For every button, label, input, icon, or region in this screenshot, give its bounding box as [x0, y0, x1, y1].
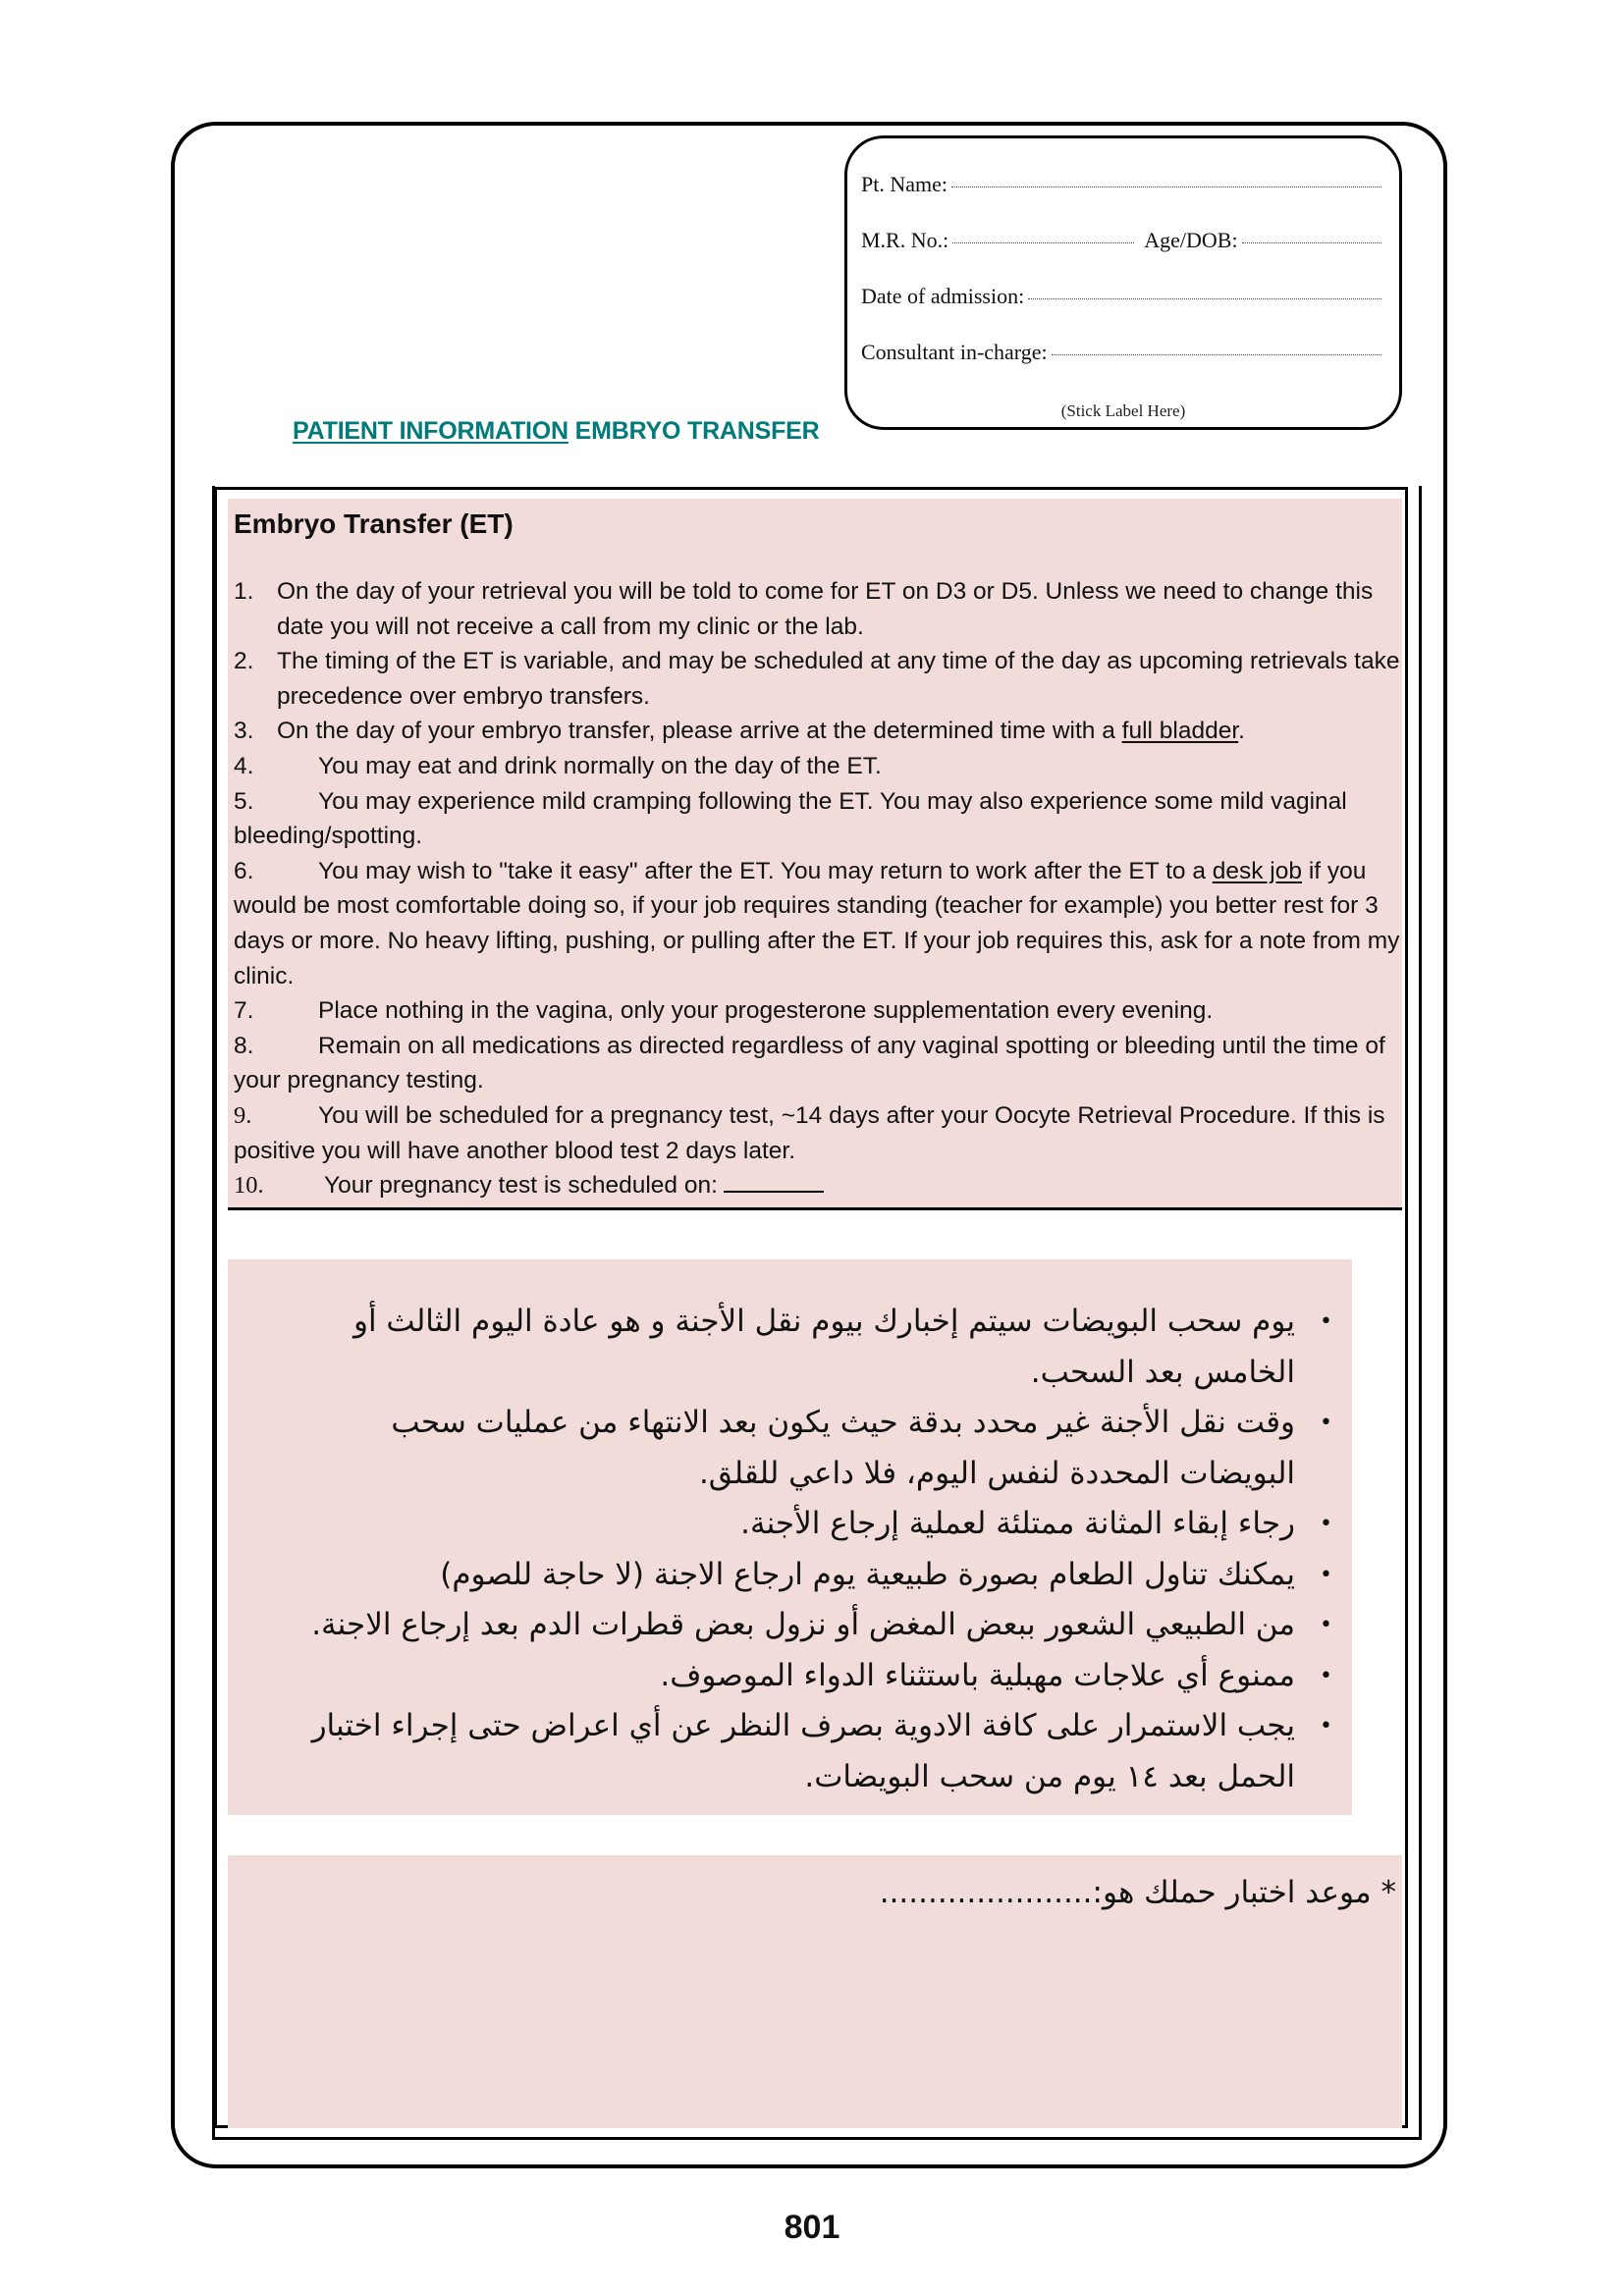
- list-item: 1. On the day of your retrieval you will be told to come for ET on D3 or D5. Unless we need to change this date you will not receive a call from my clinic or the lab.: [234, 578, 1374, 640]
- list-item: 10. Your pregnancy test is scheduled on:: [234, 1168, 1402, 1203]
- admission-date-blank[interactable]: [1028, 298, 1381, 299]
- list-item: • يوم سحب البويضات سيتم إخبارك بيوم نقل الأجنة و هو عادة اليوم الثالث أو الخامس بعد السحب.: [267, 1297, 1323, 1398]
- bullet-icon: •: [1320, 1512, 1332, 1536]
- list-item: 5. You may experience mild cramping following the ET. You may also experience some mild vaginal bleeding/spotting.: [234, 787, 1347, 850]
- list-item: 3. On the day of your embryo transfer, please arrive at the determined time with a full bladder.: [234, 718, 1245, 745]
- list-item: 2. The timing of the ET is variable, and may be scheduled at any time of the day as upcoming retrievals take precedence over embryo transfers.: [234, 648, 1400, 710]
- patient-label-box: [844, 135, 1402, 430]
- mr-number-blank[interactable]: [952, 242, 1134, 243]
- list-item: 4. You may eat and drink normally on the day of the ET.: [234, 752, 882, 779]
- bullet-icon: •: [1320, 1663, 1332, 1688]
- list-item: • ممنوع أي علاجات مهبلية باستثناء الدواء الموصوف.: [267, 1651, 1323, 1702]
- list-item: • وقت نقل الأجنة غير محدد بدقة حيث يكون بعد الانتهاء من عمليات سحب البويضات المحددة لنفس اليوم، فلا داعي للقلق.: [267, 1398, 1323, 1499]
- admission-date-label: Date of admission:: [861, 284, 1025, 308]
- mr-number-field[interactable]: [861, 228, 1381, 284]
- list-item: • يمكنك تناول الطعام بصورة طبيعية يوم ارجاع الاجنة (لا حاجة للصوم): [267, 1550, 1323, 1601]
- admission-date-field[interactable]: [861, 284, 1381, 340]
- page-number: 801: [784, 2209, 840, 2246]
- underlined-emphasis: desk job: [1212, 857, 1303, 884]
- list-item: 6. You may wish to "take it easy" after the ET. You may return to work after the ET to a desk job if you would be most comfortable doing so, if your job requires standing (teacher for example) you better rest for 3 days or more. No heavy lifting, pushing, or pulling after the ET. If your job requires this, ask for a note from my clinic.: [234, 857, 1400, 989]
- patient-name-field[interactable]: [861, 172, 1381, 228]
- consultant-field[interactable]: [861, 340, 1381, 396]
- bullet-icon: •: [1320, 1562, 1332, 1587]
- list-item: 9. You will be scheduled for a pregnancy test, ~14 days after your Oocyte Retrieval Procedure. If this is positive you will have another blood test 2 days later.: [234, 1101, 1385, 1164]
- english-instructions-box: [228, 499, 1402, 1207]
- arabic-test-date-box: [228, 1855, 1402, 2128]
- english-instruction-list: [234, 574, 1402, 1203]
- patient-name-label: Pt. Name:: [861, 172, 947, 196]
- consultant-blank[interactable]: [1052, 354, 1381, 355]
- stick-label-note: (Stick Label Here): [1060, 401, 1186, 420]
- list-item: 8. Remain on all medications as directed regardless of any vaginal spotting or bleeding until the time of your pregnancy testing.: [234, 1032, 1385, 1095]
- consultant-label: Consultant in-charge:: [861, 340, 1048, 364]
- list-item: 7. Place nothing in the vagina, only your progesterone supplementation every evening.: [234, 997, 1214, 1025]
- section-divider: [228, 1207, 1402, 1210]
- page-title-rest: EMBRYO TRANSFER: [568, 417, 820, 445]
- bullet-icon: •: [1320, 1613, 1332, 1637]
- pregnancy-test-date-field[interactable]: * موعد اختبار حملك هو:......................: [879, 1875, 1396, 1910]
- bullet-icon: •: [1320, 1309, 1332, 1334]
- section-heading: Embryo Transfer (ET): [234, 508, 514, 539]
- page-title-underlined: PATIENT INFORMATION: [293, 417, 568, 445]
- list-item: • رجاء إبقاء المثانة ممتلئة لعملية إرجاع الأجنة.: [267, 1499, 1323, 1550]
- age-dob-label: Age/DOB:: [1144, 228, 1238, 252]
- bullet-icon: •: [1320, 1714, 1332, 1738]
- pregnancy-test-date-blank[interactable]: [724, 1169, 824, 1193]
- mr-number-label: M.R. No.:: [861, 228, 949, 252]
- age-dob-blank[interactable]: [1242, 242, 1381, 243]
- arabic-instruction-list: [267, 1297, 1332, 1802]
- arabic-instructions-box: [228, 1259, 1352, 1815]
- list-item: • يجب الاستمرار على كافة الادوية بصرف النظر عن أي اعراض حتى إجراء اختبار الحمل بعد ١٤ يوم من سحب البويضات.: [267, 1701, 1323, 1802]
- underlined-emphasis: full bladder: [1121, 718, 1239, 745]
- list-item: • من الطبيعي الشعور ببعض المغض أو نزول بعض قطرات الدم بعد إرجاع الاجنة.: [267, 1600, 1323, 1651]
- page-title: [293, 417, 820, 446]
- bullet-icon: •: [1320, 1411, 1332, 1435]
